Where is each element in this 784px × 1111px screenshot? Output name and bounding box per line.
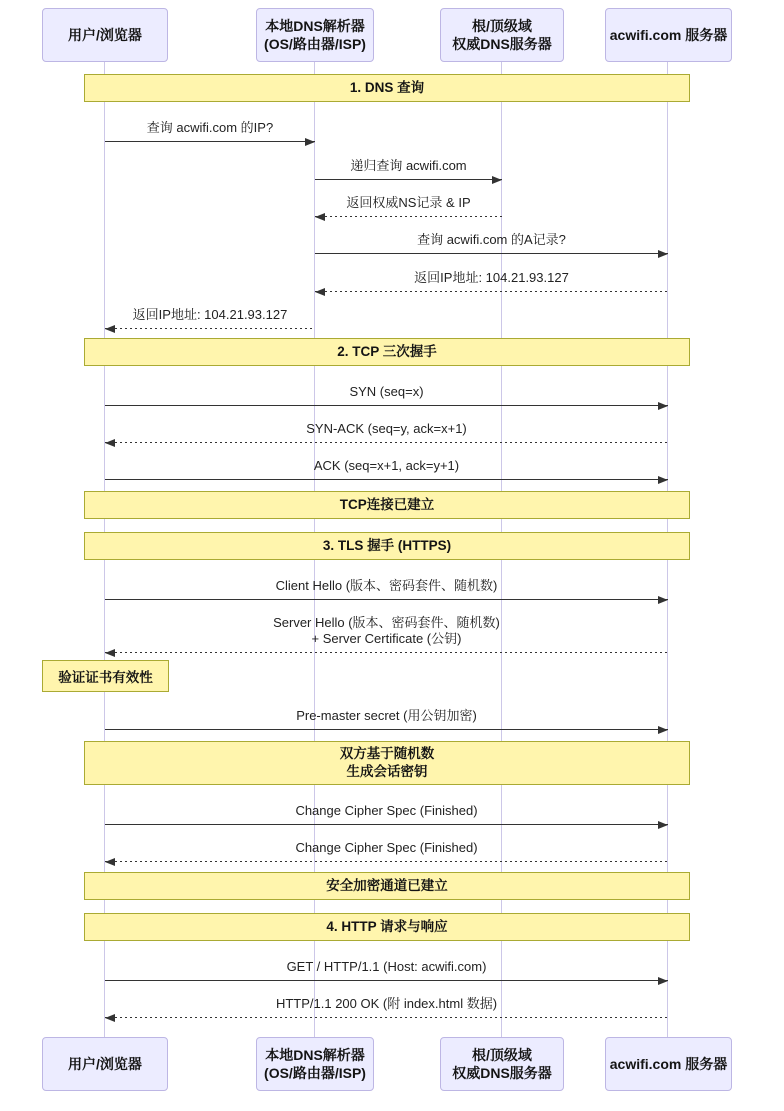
message-tcp-syn: [105, 384, 668, 406]
message-arrow: [315, 216, 502, 217]
message-label: 查询 acwifi.com 的IP?: [146, 120, 274, 135]
message-label: Client Hello (版本、密码套件、随机数): [275, 578, 498, 593]
message-http-get: [105, 959, 668, 981]
message-arrow: [105, 141, 315, 142]
actor-server-bottom: [605, 1037, 732, 1091]
actor-label: 根/顶级域: [472, 1047, 532, 1063]
message-arrow: [315, 179, 502, 180]
actor-sublabel: (OS/路由器/ISP): [264, 36, 366, 52]
message-arrow: [315, 253, 668, 254]
banner-http-phase: [84, 913, 690, 941]
message-arrow: [105, 980, 668, 981]
note-verify-certificate: [42, 660, 169, 692]
message-label-line2: + Server Certificate (公钥): [311, 631, 462, 646]
actor-label: 用户/浏览器: [68, 1056, 142, 1072]
banner-label-line2: 生成会话密钥: [346, 764, 428, 779]
banner-label: 3. TLS 握手 (HTTPS): [322, 538, 452, 553]
message-label: SYN-ACK (seq=y, ack=x+1): [306, 421, 467, 436]
actor-label: acwifi.com 服务器: [609, 1056, 728, 1072]
message-ns-record-reply: [315, 195, 502, 217]
message-label: Pre-master secret (用公钥加密): [296, 708, 477, 723]
message-ip-reply-to-user: [105, 307, 315, 329]
banner-session-key: [84, 741, 690, 785]
message-label: 返回IP地址: 104.21.93.127: [414, 270, 569, 285]
message-label: 递归查询 acwifi.com: [350, 158, 467, 173]
message-arrow: [105, 824, 668, 825]
message-label: Change Cipher Spec (Finished): [295, 840, 478, 855]
banner-label: 双方基于随机数: [339, 746, 435, 761]
message-change-cipher-client: [105, 803, 668, 825]
actor-sublabel: 权威DNS服务器: [452, 1065, 552, 1081]
banner-label: TCP连接已建立: [339, 497, 435, 512]
actor-root-tld-top: [440, 8, 564, 62]
message-label: SYN (seq=x): [349, 384, 424, 399]
banner-label: 2. TCP 三次握手: [337, 344, 437, 359]
message-label: GET / HTTP/1.1 (Host: acwifi.com): [286, 959, 487, 974]
banner-label: 4. HTTP 请求与响应: [326, 919, 448, 934]
actor-label: acwifi.com 服务器: [609, 27, 728, 43]
actor-user-bottom: [42, 1037, 168, 1091]
actor-label: 根/顶级域: [472, 18, 532, 34]
note-label: 验证证书有效性: [58, 670, 153, 685]
message-ip-reply-to-resolver: [315, 270, 668, 292]
message-label: Change Cipher Spec (Finished): [295, 803, 478, 818]
message-tcp-ack: [105, 458, 668, 480]
message-label: Server Hello (版本、密码套件、随机数): [273, 615, 500, 630]
message-arrow: [105, 599, 668, 600]
message-label: 返回权威NS记录 & IP: [346, 195, 471, 210]
message-client-hello: [105, 578, 668, 600]
actor-sublabel: (OS/路由器/ISP): [264, 1065, 366, 1081]
message-dns-ip-query: [105, 120, 315, 142]
banner-tcp-established: [84, 491, 690, 519]
actor-sublabel: 权威DNS服务器: [452, 36, 552, 52]
actor-server-top: [605, 8, 732, 62]
banner-label: 1. DNS 查询: [349, 80, 425, 95]
banner-tls-phase: [84, 532, 690, 560]
actor-user-top: [42, 8, 168, 62]
message-arrow: [105, 652, 668, 653]
message-arrow: [105, 729, 668, 730]
actor-label: 本地DNS解析器: [265, 1047, 365, 1063]
message-tcp-syn-ack: [105, 421, 668, 443]
message-recursive-query: [315, 158, 502, 180]
message-server-hello: [105, 615, 668, 653]
banner-tcp-phase: [84, 338, 690, 366]
message-arrow: [315, 291, 668, 292]
banner-secure-channel: [84, 872, 690, 900]
message-label: 返回IP地址: 104.21.93.127: [132, 307, 288, 322]
message-pre-master-secret: [105, 708, 668, 730]
message-label: HTTP/1.1 200 OK (附 index.html 数据): [275, 996, 498, 1011]
message-arrow: [105, 405, 668, 406]
actor-label: 本地DNS解析器: [265, 18, 365, 34]
actor-label: 用户/浏览器: [68, 27, 142, 43]
banner-label: 安全加密通道已建立: [326, 878, 448, 893]
message-label: 查询 acwifi.com 的A记录?: [417, 232, 566, 247]
message-label: ACK (seq=x+1, ack=y+1): [313, 458, 460, 473]
actor-local-dns-bottom: [256, 1037, 374, 1091]
message-arrow: [105, 1017, 668, 1018]
message-http-response: [105, 996, 668, 1018]
message-arrow: [105, 328, 315, 329]
banner-dns-phase: [84, 74, 690, 102]
actor-root-tld-bottom: [440, 1037, 564, 1091]
message-arrow: [105, 442, 668, 443]
actor-local-dns-top: [256, 8, 374, 62]
message-arrow: [105, 861, 668, 862]
message-change-cipher-server: [105, 840, 668, 862]
message-arrow: [105, 479, 668, 480]
message-a-record-query: [315, 232, 668, 254]
